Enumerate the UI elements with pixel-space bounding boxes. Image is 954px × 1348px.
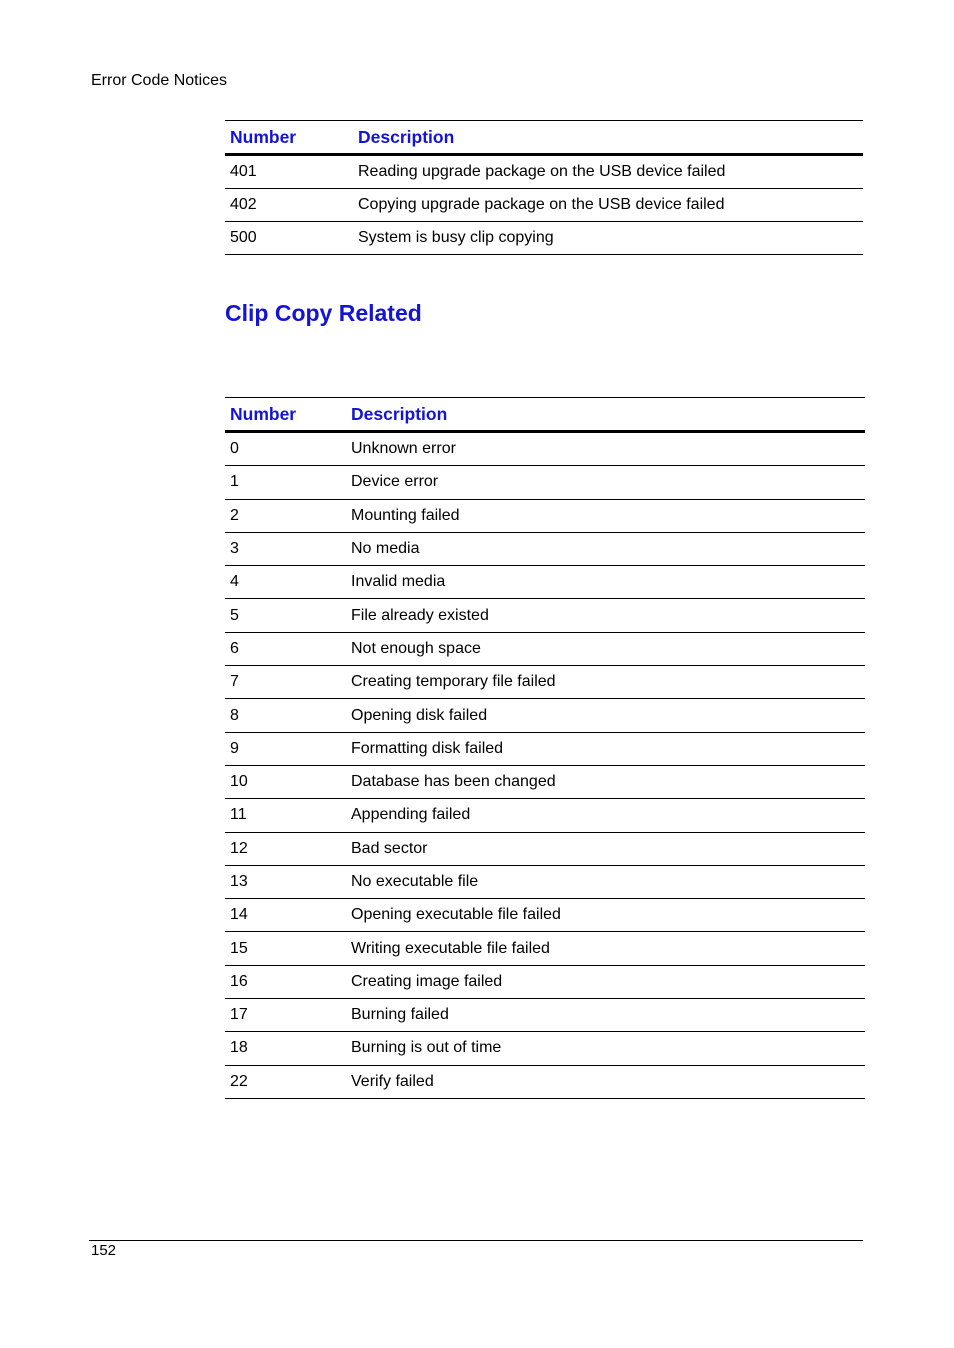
- error-description: Database has been changed: [346, 765, 865, 798]
- error-description: Bad sector: [346, 832, 865, 865]
- error-number: 15: [225, 932, 346, 965]
- error-description: Formatting disk failed: [346, 732, 865, 765]
- column-header-number: Number: [225, 398, 346, 432]
- error-number: 500: [225, 222, 353, 255]
- error-number: 3: [225, 532, 346, 565]
- error-description: Creating temporary file failed: [346, 666, 865, 699]
- error-number: 402: [225, 189, 353, 222]
- upgrade-error-table: [225, 120, 863, 255]
- error-description: No media: [346, 532, 865, 565]
- error-number: 2: [225, 499, 346, 532]
- column-header-number: Number: [225, 121, 353, 155]
- error-number: 4: [225, 566, 346, 599]
- error-description: Writing executable file failed: [346, 932, 865, 965]
- error-number: 0: [225, 432, 346, 466]
- error-number: 10: [225, 765, 346, 798]
- table-row: [225, 932, 865, 965]
- error-description: Device error: [346, 466, 865, 499]
- table-row: [225, 155, 863, 189]
- error-number: 1: [225, 466, 346, 499]
- error-number: 13: [225, 865, 346, 898]
- error-description: System is busy clip copying: [353, 222, 863, 255]
- clip-copy-error-table: [225, 397, 865, 1099]
- error-number: 22: [225, 1065, 346, 1098]
- error-number: 12: [225, 832, 346, 865]
- table-row: [225, 432, 865, 466]
- table-row: [225, 599, 865, 632]
- error-description: Opening disk failed: [346, 699, 865, 732]
- table-row: [225, 1065, 865, 1098]
- table-row: [225, 189, 863, 222]
- error-number: 7: [225, 666, 346, 699]
- section-title: Clip Copy Related: [225, 300, 422, 326]
- table-row: [225, 965, 865, 998]
- error-number: 9: [225, 732, 346, 765]
- error-description: File already existed: [346, 599, 865, 632]
- table-row: [225, 566, 865, 599]
- error-number: 5: [225, 599, 346, 632]
- error-number: 17: [225, 999, 346, 1032]
- column-header-description: Description: [353, 121, 863, 155]
- error-number: 11: [225, 799, 346, 832]
- table-row: [225, 222, 863, 255]
- table-row: [225, 532, 865, 565]
- error-description: Mounting failed: [346, 499, 865, 532]
- error-description: Burning is out of time: [346, 1032, 865, 1065]
- table-row: [225, 632, 865, 665]
- table-row: [225, 466, 865, 499]
- table-header-row: [225, 398, 865, 432]
- page-number: 152: [91, 1242, 117, 1259]
- error-number: 16: [225, 965, 346, 998]
- error-description: Not enough space: [346, 632, 865, 665]
- table-row: [225, 499, 865, 532]
- table-row: [225, 765, 865, 798]
- error-description: Unknown error: [346, 432, 865, 466]
- table-row: [225, 732, 865, 765]
- error-description: Burning failed: [346, 999, 865, 1032]
- footer-rule: [89, 1240, 863, 1241]
- error-description: Reading upgrade package on the USB device failed: [353, 155, 863, 189]
- error-description: Invalid media: [346, 566, 865, 599]
- table-row: [225, 899, 865, 932]
- running-header: Error Code Notices: [91, 72, 228, 89]
- table-row: [225, 999, 865, 1032]
- table-header-row: [225, 121, 863, 155]
- table-row: [225, 699, 865, 732]
- error-description: Appending failed: [346, 799, 865, 832]
- table-row: [225, 865, 865, 898]
- error-number: 8: [225, 699, 346, 732]
- error-number: 18: [225, 1032, 346, 1065]
- error-number: 6: [225, 632, 346, 665]
- table-row: [225, 666, 865, 699]
- error-description: Verify failed: [346, 1065, 865, 1098]
- table-row: [225, 832, 865, 865]
- table-row: [225, 1032, 865, 1065]
- error-description: No executable file: [346, 865, 865, 898]
- table-row: [225, 799, 865, 832]
- error-description: Creating image failed: [346, 965, 865, 998]
- error-description: Copying upgrade package on the USB device failed: [353, 189, 863, 222]
- error-number: 401: [225, 155, 353, 189]
- error-number: 14: [225, 899, 346, 932]
- error-description: Opening executable file failed: [346, 899, 865, 932]
- column-header-description: Description: [346, 398, 865, 432]
